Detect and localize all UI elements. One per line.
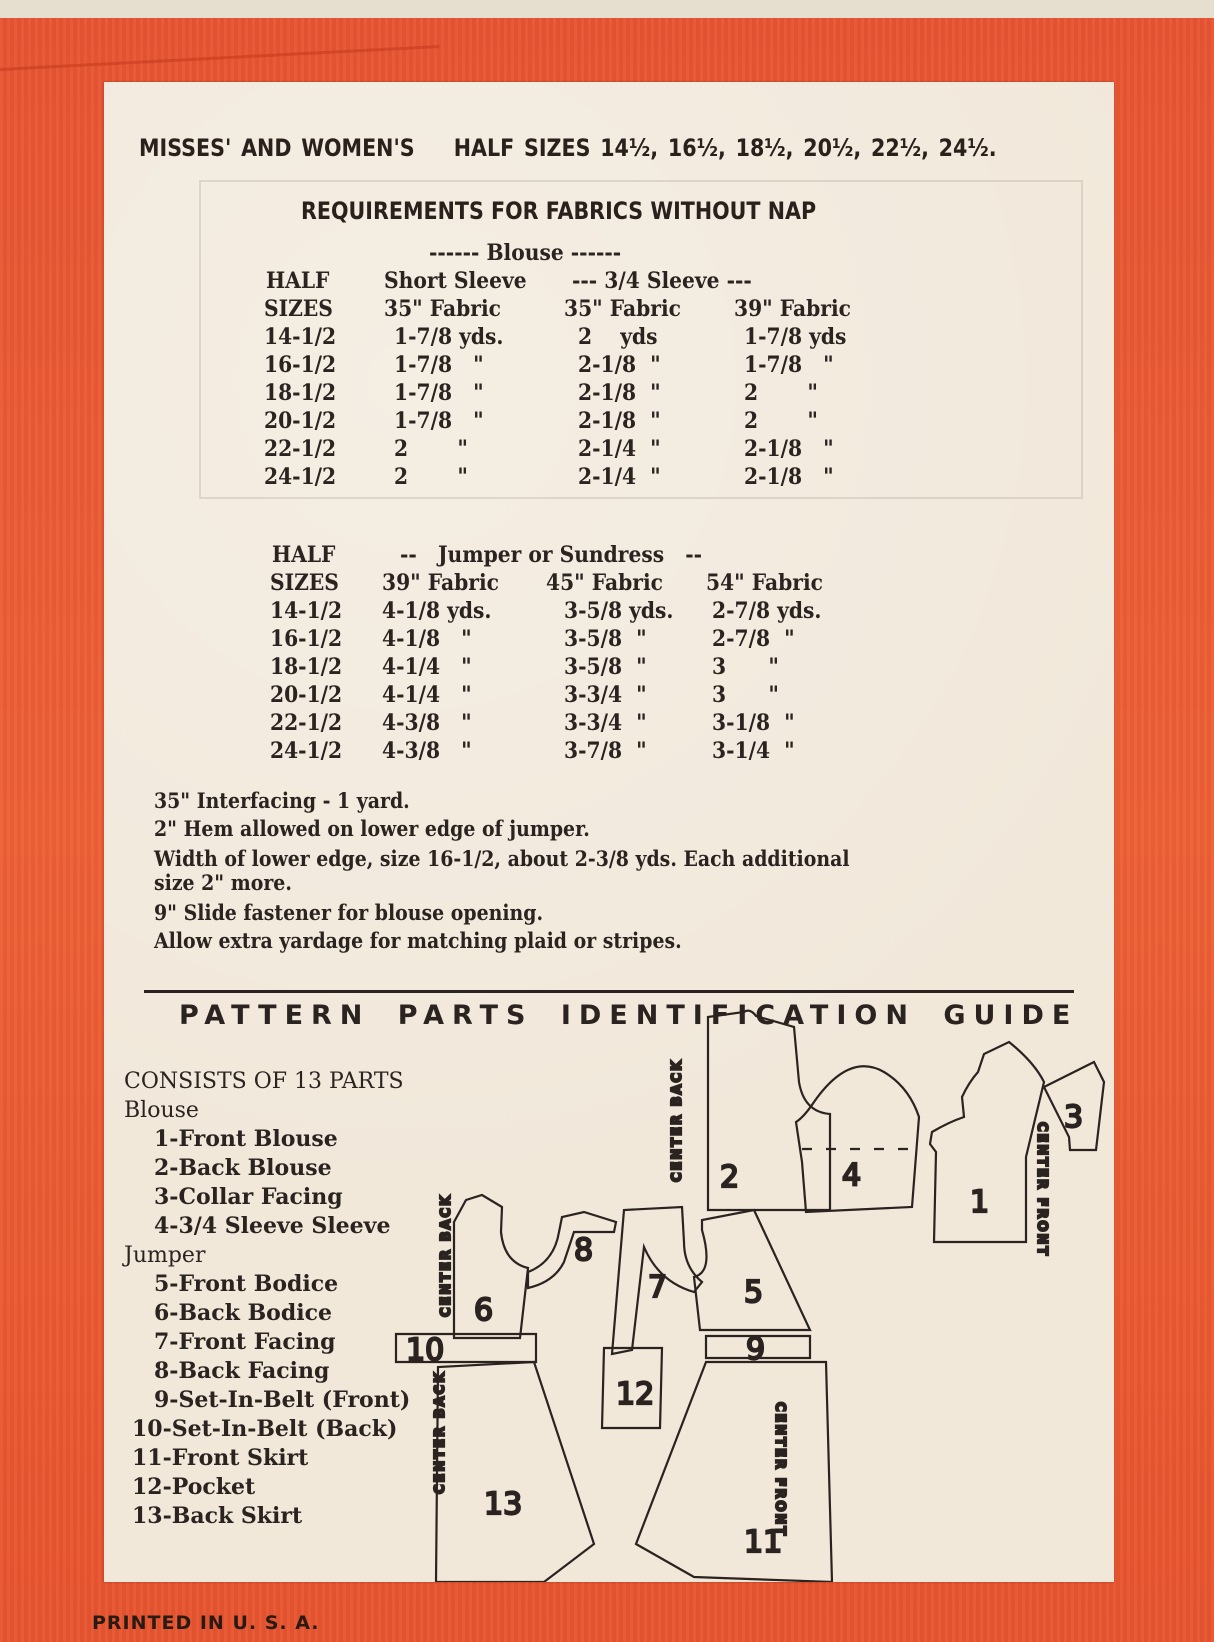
yardage-cell: 4-1/8 ": [382, 626, 472, 652]
parts-count: CONSISTS OF 13 PARTS: [124, 1069, 404, 1094]
yardage-cell: 2-1/4 ": [578, 436, 661, 462]
piece-number: 12: [616, 1377, 655, 1412]
piece-11-front-skirt: [636, 1362, 832, 1582]
yardage-cell: 3-5/8 yds.: [564, 598, 674, 624]
size-range-header: [139, 134, 997, 162]
list-item: 10-Set-In-Belt (Back): [132, 1416, 398, 1442]
section-divider: [144, 990, 1074, 993]
piece-number: 2: [720, 1160, 740, 1195]
piece-2-back-blouse: [670, 1011, 830, 1210]
half-label: HALF: [272, 542, 336, 568]
piece-3-collar-facing: [1044, 1062, 1104, 1150]
yardage-cell: 1-7/8 yds: [744, 324, 847, 350]
yardage-cell: 3-5/8 ": [564, 654, 647, 680]
three-quarter-sleeve-heading: --- 3/4 Sleeve ---: [572, 268, 752, 294]
center-back-label: CENTER BACK: [433, 1370, 448, 1494]
sizes-label: SIZES: [270, 570, 339, 596]
size-cell: 22-1/2: [264, 436, 337, 462]
yardage-cell: 1-7/8 ": [394, 352, 484, 378]
size-cell: 14-1/2: [270, 598, 343, 624]
yardage-cell: 2 ": [744, 408, 818, 434]
size-cell: 20-1/2: [270, 682, 343, 708]
column-header: 39" Fabric: [734, 296, 851, 322]
yardage-cell: 3-3/4 ": [564, 710, 647, 736]
yardage-cell: 2-1/8 ": [578, 408, 661, 434]
pattern-instruction-sheet: [104, 82, 1114, 1582]
requirements-title: REQUIREMENTS FOR FABRICS WITHOUT NAP: [301, 197, 817, 225]
piece-number: 3: [1064, 1100, 1084, 1135]
piece-number: 6: [474, 1293, 494, 1328]
column-header: 45" Fabric: [546, 570, 663, 596]
piece-4-sleeve: [796, 1066, 919, 1212]
piece-number: 8: [574, 1233, 594, 1268]
piece-7-front-facing: [612, 1207, 702, 1354]
column-header: 54" Fabric: [706, 570, 823, 596]
list-item: 5-Front Bodice: [154, 1271, 339, 1297]
size-cell: 24-1/2: [264, 464, 337, 490]
piece-1-front-blouse: [930, 1042, 1049, 1257]
yardage-cell: 1-7/8 yds.: [394, 324, 504, 350]
list-item: 9-Set-In-Belt (Front): [154, 1387, 411, 1413]
list-item: 6-Back Bodice: [154, 1300, 332, 1326]
header-title-right: HALF SIZES 14½, 16½, 18½, 20½, 22½, 24½.: [453, 134, 997, 162]
piece-number: 13: [484, 1487, 523, 1522]
yardage-cell: 2-1/8 ": [744, 464, 834, 490]
piece-number: 1: [970, 1185, 990, 1220]
yardage-cell: 2 ": [744, 380, 818, 406]
yardage-cell: 1-7/8 ": [394, 408, 484, 434]
yardage-cell: 2 ": [394, 436, 468, 462]
yardage-cell: 2 yds: [578, 324, 658, 350]
yardage-cell: 3 ": [712, 654, 779, 680]
size-cell: 16-1/2: [270, 626, 343, 652]
piece-9-front-belt: [706, 1332, 810, 1367]
list-item: 4-3/4 Sleeve Sleeve: [154, 1213, 391, 1239]
yardage-cell: 3-1/4 ": [712, 738, 795, 764]
header-title-left: MISSES' AND WOMEN'S: [139, 134, 415, 162]
piece-13-back-skirt: [433, 1362, 594, 1582]
yardage-cell: 2-7/8 ": [712, 626, 795, 652]
note-lower-edge-width: Width of lower edge, size 16-1/2, about 2-3/8 yds. Each additional: [154, 846, 850, 871]
piece-5-front-bodice: [694, 1210, 810, 1330]
list-item: 8-Back Facing: [154, 1358, 330, 1384]
piece-number: 11: [744, 1525, 783, 1560]
piece-12-pocket: [602, 1348, 662, 1428]
yardage-cell: 4-1/8 yds.: [382, 598, 492, 624]
size-cell: 20-1/2: [264, 408, 337, 434]
column-header: 35" Fabric: [384, 296, 501, 322]
size-cell: 16-1/2: [264, 352, 337, 378]
yardage-cell: 2-1/8 ": [578, 380, 661, 406]
piece-number: 4: [842, 1158, 862, 1193]
piece-6-back-bodice: [439, 1194, 528, 1338]
column-header: 35" Fabric: [564, 296, 681, 322]
note-hem: 2" Hem allowed on lower edge of jumper.: [154, 816, 590, 841]
size-cell: 14-1/2: [264, 324, 337, 350]
note-interfacing: 35" Interfacing - 1 yard.: [154, 788, 410, 813]
yardage-cell: 4-1/4 ": [382, 682, 472, 708]
parts-list: [124, 1067, 410, 1531]
half-label: HALF: [266, 268, 330, 294]
yardage-cell: 2-7/8 yds.: [712, 598, 822, 624]
yardage-cell: 4-3/8 ": [382, 738, 472, 764]
list-item: 2-Back Blouse: [154, 1155, 332, 1181]
list-item: 7-Front Facing: [154, 1329, 336, 1355]
size-cell: 24-1/2: [270, 738, 343, 764]
yardage-cell: 1-7/8 ": [744, 352, 834, 378]
size-cell: 18-1/2: [270, 654, 343, 680]
jumper-group-title: -- Jumper or Sundress --: [400, 542, 703, 568]
column-header: 39" Fabric: [382, 570, 499, 596]
center-back-label: CENTER BACK: [670, 1058, 685, 1182]
yardage-cell: 1-7/8 ": [394, 380, 484, 406]
printed-in-usa: PRINTED IN U. S. A.: [92, 1612, 320, 1634]
sizes-label: SIZES: [264, 296, 333, 322]
center-back-label: CENTER BACK: [439, 1193, 454, 1317]
size-cell: 22-1/2: [270, 710, 343, 736]
note-plaid: Allow extra yardage for matching plaid or stripes.: [154, 928, 682, 953]
piece-number: 7: [648, 1270, 668, 1305]
size-cell: 18-1/2: [264, 380, 337, 406]
note-lower-edge-width-cont: size 2" more.: [154, 870, 292, 895]
yardage-cell: 2-1/8 ": [744, 436, 834, 462]
piece-number: 5: [744, 1275, 764, 1310]
yardage-cell: 4-3/8 ": [382, 710, 472, 736]
yardage-cell: 2-1/4 ": [578, 464, 661, 490]
short-sleeve-heading: Short Sleeve: [384, 268, 527, 294]
piece-10-back-belt: [396, 1333, 536, 1368]
yardage-cell: 3 ": [712, 682, 779, 708]
center-front-label: CENTER FRONT: [772, 1402, 787, 1538]
yardage-cell: 3-3/4 ": [564, 682, 647, 708]
group-heading-blouse: Blouse: [124, 1098, 199, 1123]
yardage-cell: 3-5/8 ": [564, 626, 647, 652]
group-heading-jumper: Jumper: [124, 1243, 206, 1268]
list-item: 12-Pocket: [132, 1474, 256, 1500]
piece-number: 9: [746, 1332, 766, 1367]
list-item: 1-Front Blouse: [154, 1126, 338, 1152]
yardage-cell: 4-1/4 ": [382, 654, 472, 680]
note-slide-fastener: 9" Slide fastener for blouse opening.: [154, 900, 544, 925]
yardage-cell: 2-1/8 ": [578, 352, 661, 378]
yardage-cell: 3-1/8 ": [712, 710, 795, 736]
guide-title: PATTERN PARTS IDENTIFICATION GUIDE: [179, 1000, 1079, 1031]
yardage-cell: 3-7/8 ": [564, 738, 647, 764]
piece-8-back-facing: [528, 1212, 616, 1288]
list-item: 13-Back Skirt: [132, 1503, 303, 1529]
list-item: 11-Front Skirt: [132, 1445, 309, 1471]
yardage-cell: 2 ": [394, 464, 468, 490]
center-front-label: CENTER FRONT: [1034, 1122, 1049, 1258]
blouse-group-title: ------ Blouse ------: [429, 240, 622, 266]
piece-number: 10: [406, 1333, 445, 1368]
list-item: 3-Collar Facing: [154, 1184, 343, 1210]
